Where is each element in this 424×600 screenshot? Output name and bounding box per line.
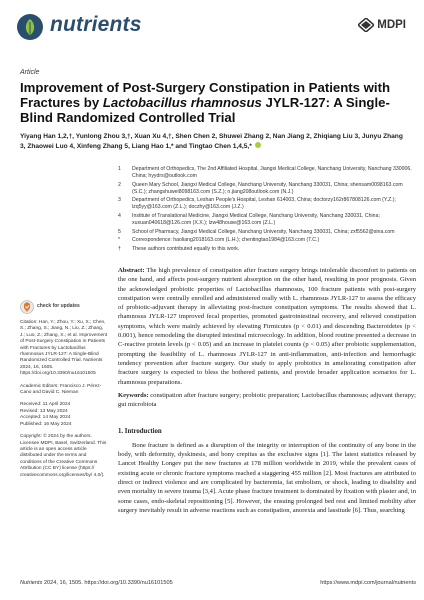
page-footer (20, 580, 416, 586)
affiliation-text: School of Pharmacy, Jiangxi Medical College, Nanchang University, Nanchang 330031, China; zxf5562@sina.com (132, 228, 395, 235)
affiliation-number: 1 (118, 166, 121, 172)
orcid-icon[interactable] (255, 142, 261, 148)
affiliation-number: 5 (118, 228, 121, 235)
check-updates-icon (20, 300, 34, 314)
section-heading: 1. Introduction (118, 428, 162, 436)
sidebar (20, 300, 108, 485)
footer-citation (20, 580, 173, 586)
citation-block: Citation: Han, Y.; Zhou, Y.; Xu, X.; Chen, S.; Zhang, S.; Jiang, N.; Liu, Z.; Zhang, J.; Luo, Z.; Zhang, X.; et al. Improvement of Post-Surgery Constipation in Patients with Fractures by Lactobacillus rhamnosus JYLR-127: A Single-Blind Randomized Controlled Trial. Nutrients 2024, 16, 1505. https://doi.org/10.3390/nu16101505 (20, 320, 108, 377)
abstract-text: The high prevalence of constipation after fracture surgery brings intolerable discomfort to patients on the one hand, and affects post-surgery nutrient absorption on the other hand, resulting in poor prognosis. Given the acknowledged probiotic properties of Lactobacillus rhamnosus, 100 fracture patients with post-surgery constipation were centrally enrolled and administered orally with L. rhamnosus JYLR-127 to assess the efficacy of probiotic-adjuvant therapy in alleviating post-fracture constipation symptoms. The results showed that L. rhamnosus JYLR-127 improved fecal properties, promoted gastrointestinal recovery, and relieved constipation symptoms, which were mainly achieved by elevating Firmicutes (p < 0.01) and descending Bacteroidetes (p < 0.001), hence remodeling the disrupted intestinal microecology. In addition, blood routine presented a decrease in C-reactive protein levels (p < 0.05) and an increase in platelet counts (p < 0.05) after probiotic supplementation, prompting the feasibility of L. rhamnosus JYLR-127 in anti-inflammation, anti-infection and hemorrhagic tendency prevention after fracture surgery. Our study to apply probiotics in ameliorating constipation after fracture surgery is expected to bless the bothered patients, and provide broader application scenarios for L. rhamnosus preparations. (118, 267, 416, 386)
affiliation-text: Department of Orthopedics, The 2nd Affiliated Hospital, Jiangxi Medical College, Nanchang University, Nanchang 330006, China; hyydrs@outlook.com (132, 166, 412, 180)
accepted-date: Accepted: 14 May 2024 (20, 415, 71, 421)
affiliation-item (118, 229, 416, 236)
affiliation-item (118, 246, 416, 253)
affiliation-item (118, 237, 416, 244)
authors-text: Yiyang Han 1,2,†, Yunlong Zhou 3,†, Xuan Xu 4,†, Shen Chen 2, Shuwei Zhang 2, Nan Jiang 2, Zhiqiang Liu 3, Junyu Zhang 3, Zhaowei Luo 4, Xinfeng Zhang 5, Liang Hao 1,* and Tingtao Chen 1,4,5,* (20, 133, 403, 150)
title-part-1: Improvement of Post-Surgery Constipation in Patients with Fractures by (20, 80, 391, 111)
main-content (118, 266, 416, 515)
intro-paragraph: Bone fracture is defined as a disruption of the integrity or interruption of the continuity of any bone in the body, with deformity, dyskinesis, and bony crepitus as the exclusive signs [1]. The latest statistics released by Lancet Healthy Longev put the new fractures at 178 million worldwide in 2019, while the prevalent cases of existing acute or chronic fracture symptoms reached a staggering 455 million [2]. Most fractures are attributed to direct or indirect violence and are complicated by bacteremia, fat embolism, or shock, leading to disability and even mortality in severe trauma [3,4]. Acute phase fracture treatment is dominated by fixation with plaster and, in some cases, endo-skeletal repositioning [5]. However, the ensuing prolonged bed rest and limited mobility after surgery inevitably result in adverse reactions such as constipation, anorexia and lassitude [6]. Thus, searching (118, 441, 416, 514)
keywords-text: constipation after fracture surgery; probiotic preparation; Lactobacillus rhamnosus; adjuvant therapy; gut microbiota (118, 391, 416, 409)
mdpi-logo-icon (358, 18, 374, 32)
footer-journal: Nutrients (20, 580, 43, 586)
received-date: Received: 11 April 2024 (20, 402, 71, 408)
footer-journal-url[interactable]: https://www.mdpi.com/journal/nutrients (320, 580, 416, 586)
title-species: Lactobacillus rhamnosus (102, 95, 262, 111)
affiliation-text: These authors contributed equally to this work. (132, 245, 240, 252)
affiliation-number: 3 (118, 197, 121, 204)
journal-name[interactable]: nutrients (50, 13, 142, 36)
affiliation-item (118, 182, 416, 196)
check-updates-label: check for updates (37, 303, 80, 310)
affiliation-number: 4 (118, 213, 121, 220)
check-updates-button[interactable] (20, 300, 108, 314)
footer-doi[interactable]: 2024, 16, 1505. https://doi.org/10.3390/nu16101505 (42, 580, 173, 586)
author-list (20, 132, 410, 151)
copyright-notice: Copyright: © 2024 by the authors. Licensee MDPI, Basel, Switzerland. This article is an open access article distributed under the terms and conditions of the Creative Commons Attribution (CC BY) license (https:// creativecommons.org/licenses/by/ 4.0/). (20, 434, 107, 478)
title-part-2: JYLR-127: A Single-Blind Randomized Controlled Trial (20, 95, 390, 126)
affiliation-item (118, 166, 416, 180)
affiliation-number: † (118, 245, 121, 252)
academic-editors: Academic Editors: Francisco J. Pérez-Cano and David C. Nieman (20, 383, 102, 396)
affiliation-text: Correspondence: haoliang2018163.com (L.H.); chentingtao1984@163.com (T.C.) (132, 237, 320, 244)
abstract-label: Abstract: (118, 267, 145, 274)
affiliation-item (118, 197, 416, 211)
article-title (20, 80, 410, 126)
abstract (118, 266, 416, 387)
affiliation-item (118, 213, 416, 227)
published-date: Published: 16 May 2024 (20, 421, 72, 427)
revised-date: Revised: 13 May 2024 (20, 408, 68, 414)
publisher-logo[interactable] (358, 17, 406, 33)
keywords (118, 391, 416, 410)
affiliation-text: Queen Mary School, Jiangxi Medical College, Nanchang University, Nanchang 330031, China; shensam0098163.com (S.C.); zhangshuwei8098163.com (S.Z.); n.jiang208outlook.com (N.J.) (132, 181, 403, 195)
affiliations (118, 166, 416, 255)
affiliation-text: Institute of Translational Medicine, Jiangxi Medical College, Nanchang University, Nanchang 330031, China; xuxuan040618@126.com (X.X.); lzw48house@163.com (Z.L.) (132, 213, 380, 227)
journal-logo-icon (16, 13, 44, 41)
affiliation-number: * (118, 237, 121, 244)
affiliation-text: Department of Orthopedics, Leshan People's Hospital, Leshan 614003, China; doctorzy162r867808126.com (Y.Z.); lzq5yy@163.com (Z.L.); doczhy@163.com (J.Z.) (132, 197, 396, 211)
article-type: Article (20, 69, 40, 76)
affiliation-number: 2 (118, 181, 121, 188)
publisher-name: MDPI (377, 19, 406, 31)
keywords-label: Keywords: (118, 391, 149, 399)
